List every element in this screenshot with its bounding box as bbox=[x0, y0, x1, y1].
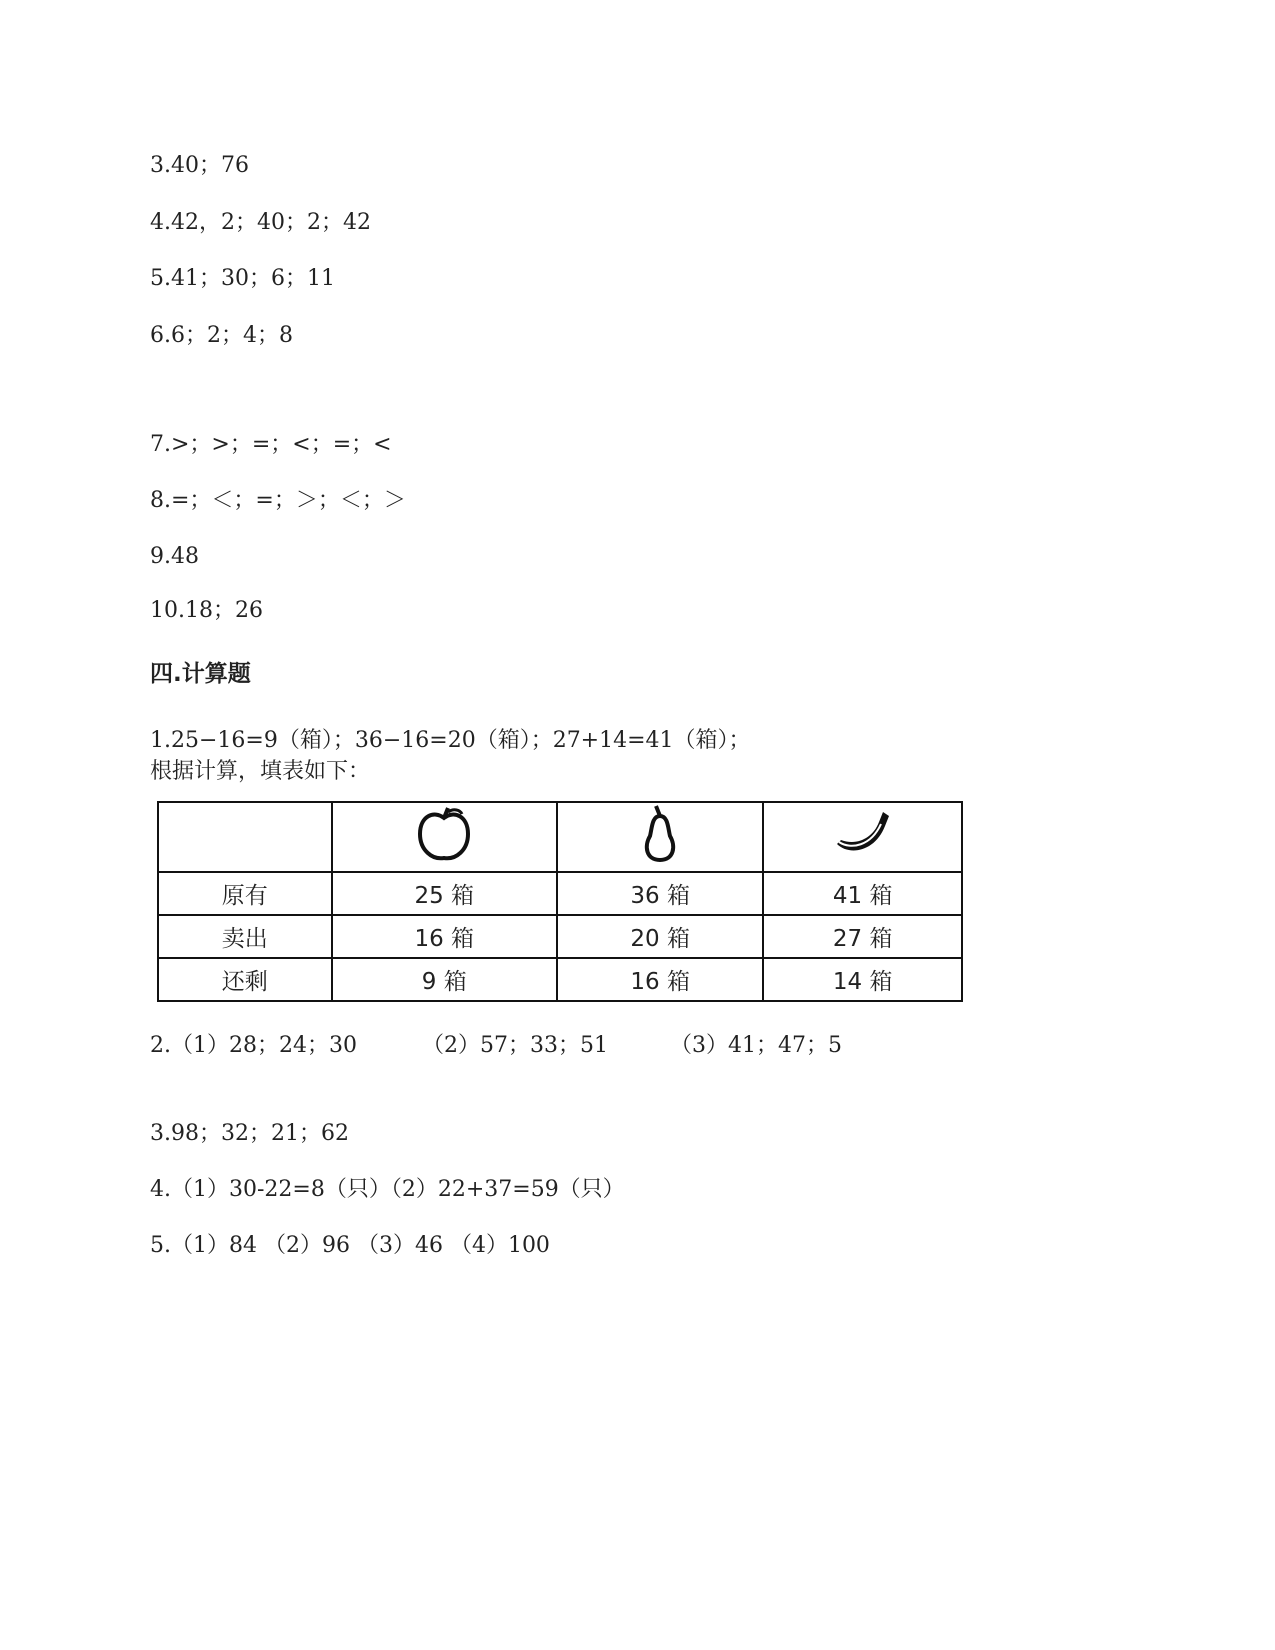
table-corner-cell bbox=[158, 802, 332, 872]
table-cell: 27 箱 bbox=[763, 915, 962, 958]
table-cell: 14 箱 bbox=[763, 958, 962, 1001]
table-row bbox=[158, 915, 962, 958]
table-header-pear bbox=[557, 802, 763, 872]
answer-9: 9.48 bbox=[150, 544, 199, 569]
banana-icon bbox=[831, 806, 895, 862]
answer-6: 6.6；2；4；8 bbox=[150, 323, 293, 348]
table-cell: 9 箱 bbox=[332, 958, 557, 1001]
table-cell: 20 箱 bbox=[557, 915, 763, 958]
answer-7: 7.>；>；=；<；=；< bbox=[150, 432, 392, 457]
table-header-row bbox=[158, 802, 962, 872]
answer-q2-part1: 2.（1）28；24；30 bbox=[150, 1033, 357, 1058]
calc-line-1: 1.25−16=9（箱）；36−16=20（箱）；27+14=41（箱）； bbox=[150, 728, 751, 753]
row-label: 原有 bbox=[158, 872, 332, 915]
table-header-apple bbox=[332, 802, 557, 872]
table-cell: 36 箱 bbox=[557, 872, 763, 915]
table-cell: 41 箱 bbox=[763, 872, 962, 915]
row-label: 还剩 bbox=[158, 958, 332, 1001]
apple-icon bbox=[412, 804, 476, 864]
answer-q5: 5.（1）84 （2）96 （3）46 （4）100 bbox=[150, 1233, 550, 1258]
answer-q4: 4.（1）30-22=8（只）（2）22+37=59（只） bbox=[150, 1177, 625, 1202]
table-cell: 25 箱 bbox=[332, 872, 557, 915]
table-header-banana bbox=[763, 802, 962, 872]
table-row bbox=[158, 958, 962, 1001]
answer-q2-part3: （3）41；47；5 bbox=[670, 1033, 842, 1058]
answer-5: 5.41；30；6；11 bbox=[150, 266, 335, 291]
answer-q3: 3.98；32；21；62 bbox=[150, 1121, 349, 1146]
answer-3: 3.40；76 bbox=[150, 153, 249, 178]
table-cell: 16 箱 bbox=[557, 958, 763, 1001]
table-row bbox=[158, 872, 962, 915]
calc-line-2: 根据计算，填表如下： bbox=[150, 759, 371, 784]
answer-q2-part2: （2）57；33；51 bbox=[422, 1033, 608, 1058]
section-heading: 四.计算题 bbox=[150, 661, 251, 687]
answer-4: 4.42，2；40；2；42 bbox=[150, 210, 371, 235]
row-label: 卖出 bbox=[158, 915, 332, 958]
fruit-table bbox=[157, 801, 963, 1002]
table-cell: 16 箱 bbox=[332, 915, 557, 958]
answer-10: 10.18；26 bbox=[150, 598, 263, 623]
pear-icon bbox=[638, 804, 682, 864]
answer-8: 8.=；＜；=；＞；＜；＞ bbox=[150, 488, 406, 513]
